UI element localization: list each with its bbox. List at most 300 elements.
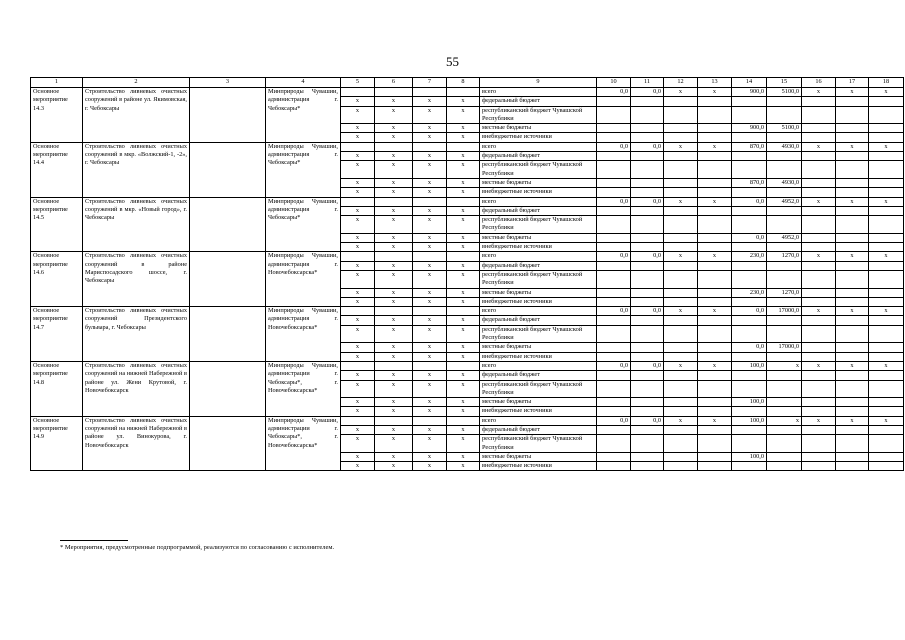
value-cell xyxy=(698,216,732,234)
value-cell xyxy=(767,316,802,325)
value-cell xyxy=(802,124,836,133)
code-cell: х xyxy=(375,407,413,416)
value-cell xyxy=(836,206,869,215)
code-cell: х xyxy=(341,380,375,398)
value-cell xyxy=(664,243,698,252)
value-cell xyxy=(836,243,869,252)
value-cell xyxy=(767,133,802,142)
column-number: 15 xyxy=(767,78,802,88)
value-cell xyxy=(698,161,732,179)
value-cell xyxy=(836,133,869,142)
code-cell xyxy=(375,307,413,316)
code-cell: х xyxy=(413,425,447,434)
value-cell xyxy=(767,188,802,197)
table-row xyxy=(31,361,904,370)
code-cell: х xyxy=(447,398,480,407)
value-cell xyxy=(597,161,631,179)
value-cell xyxy=(597,425,631,434)
value-cell xyxy=(664,462,698,471)
code-cell: х xyxy=(447,288,480,297)
code-cell xyxy=(413,361,447,370)
code-cell: х xyxy=(413,270,447,288)
value-cell xyxy=(869,133,904,142)
code-cell xyxy=(447,142,480,151)
value-cell xyxy=(597,216,631,234)
code-cell: х xyxy=(341,243,375,252)
column-number: 3 xyxy=(190,78,266,88)
funding-source: федеральный бюджет xyxy=(480,261,597,270)
code-cell: х xyxy=(375,316,413,325)
value-cell: х xyxy=(802,142,836,151)
value-cell: х xyxy=(802,88,836,97)
code-cell xyxy=(447,307,480,316)
value-cell: 5100,0 xyxy=(767,88,802,97)
code-cell: х xyxy=(375,270,413,288)
value-cell: х xyxy=(767,416,802,425)
value-cell xyxy=(698,316,732,325)
code-cell: х xyxy=(413,243,447,252)
value-cell xyxy=(631,297,664,306)
funding-source: федеральный бюджет xyxy=(480,152,597,161)
value-cell xyxy=(631,124,664,133)
column-number: 12 xyxy=(664,78,698,88)
value-cell xyxy=(698,407,732,416)
code-cell xyxy=(413,88,447,97)
value-cell xyxy=(767,371,802,380)
funding-source: всего xyxy=(480,361,597,370)
code-cell: х xyxy=(413,325,447,343)
value-cell xyxy=(664,297,698,306)
column-number: 17 xyxy=(836,78,869,88)
code-cell xyxy=(375,361,413,370)
event-name: Строительство ливневых очистных сооружений на нижней Набережной в районе ул. Винокурова, г. Новочебоксарск xyxy=(83,416,190,471)
funding-source: внебюджетные источники xyxy=(480,462,597,471)
value-cell: х xyxy=(664,307,698,316)
value-cell xyxy=(664,398,698,407)
value-cell xyxy=(802,352,836,361)
event-name: Строительство ливневых очистных сооружений в районе Мариспосадского шоссе, г. Чебоксары xyxy=(83,252,190,307)
value-cell xyxy=(869,288,904,297)
code-cell: х xyxy=(447,452,480,461)
column-number-row xyxy=(31,78,904,88)
code-cell: х xyxy=(375,124,413,133)
funding-source: внебюджетные источники xyxy=(480,243,597,252)
value-cell xyxy=(836,288,869,297)
value-cell xyxy=(664,352,698,361)
value-cell xyxy=(836,124,869,133)
event-id: Основное мероприятие 14.3 xyxy=(31,88,83,143)
value-cell xyxy=(698,243,732,252)
funding-source: республиканский бюджет Чувашской Республики xyxy=(480,435,597,453)
value-cell: х xyxy=(664,88,698,97)
value-cell xyxy=(836,261,869,270)
value-cell xyxy=(631,352,664,361)
value-cell xyxy=(767,243,802,252)
value-cell xyxy=(597,261,631,270)
code-cell: х xyxy=(341,133,375,142)
value-cell xyxy=(869,106,904,124)
value-cell xyxy=(664,152,698,161)
value-cell xyxy=(767,398,802,407)
funding-source: внебюджетные источники xyxy=(480,133,597,142)
value-cell: 0,0 xyxy=(631,197,664,206)
code-cell: х xyxy=(375,261,413,270)
code-cell: х xyxy=(413,452,447,461)
value-cell xyxy=(869,452,904,461)
value-cell xyxy=(802,106,836,124)
value-cell xyxy=(767,97,802,106)
code-cell xyxy=(375,142,413,151)
value-cell xyxy=(664,452,698,461)
value-cell xyxy=(802,325,836,343)
value-cell xyxy=(732,161,767,179)
value-cell xyxy=(869,270,904,288)
value-cell xyxy=(631,325,664,343)
code-cell: х xyxy=(375,216,413,234)
code-cell: х xyxy=(447,407,480,416)
value-cell xyxy=(836,425,869,434)
value-cell xyxy=(597,452,631,461)
value-cell xyxy=(802,435,836,453)
value-cell: х xyxy=(802,252,836,261)
value-cell xyxy=(698,297,732,306)
funding-source: всего xyxy=(480,252,597,261)
code-cell: х xyxy=(413,206,447,215)
value-cell xyxy=(631,106,664,124)
column-number: 1 xyxy=(31,78,83,88)
value-cell xyxy=(869,216,904,234)
value-cell xyxy=(664,435,698,453)
funding-source: федеральный бюджет xyxy=(480,371,597,380)
value-cell xyxy=(732,243,767,252)
value-cell xyxy=(836,325,869,343)
code-cell xyxy=(413,252,447,261)
value-cell xyxy=(767,407,802,416)
value-cell: 900,0 xyxy=(732,88,767,97)
code-cell: х xyxy=(447,97,480,106)
event-executor: Минприроды Чувашии, администрация г. Чебоксары* xyxy=(266,142,341,197)
value-cell xyxy=(732,380,767,398)
funding-source: федеральный бюджет xyxy=(480,425,597,434)
code-cell xyxy=(341,197,375,206)
code-cell: х xyxy=(375,188,413,197)
value-cell xyxy=(802,462,836,471)
code-cell: х xyxy=(447,435,480,453)
code-cell xyxy=(375,197,413,206)
value-cell xyxy=(631,425,664,434)
funding-source: местные бюджеты xyxy=(480,452,597,461)
event-target-cell xyxy=(190,88,266,143)
value-cell: 0,0 xyxy=(597,252,631,261)
value-cell xyxy=(869,297,904,306)
value-cell xyxy=(869,233,904,242)
value-cell: 0,0 xyxy=(732,307,767,316)
table-row xyxy=(31,88,904,97)
value-cell: х xyxy=(664,142,698,151)
funding-source: всего xyxy=(480,416,597,425)
code-cell: х xyxy=(375,325,413,343)
code-cell: х xyxy=(413,407,447,416)
value-cell xyxy=(631,371,664,380)
event-executor: Минприроды Чувашии, администрация г. Новочебоксарска* xyxy=(266,252,341,307)
value-cell xyxy=(869,398,904,407)
column-number: 4 xyxy=(266,78,341,88)
code-cell: х xyxy=(447,297,480,306)
value-cell: 0,0 xyxy=(597,142,631,151)
funding-source: внебюджетные источники xyxy=(480,188,597,197)
value-cell xyxy=(732,316,767,325)
value-cell xyxy=(836,297,869,306)
value-cell xyxy=(869,243,904,252)
event-executor: Минприроды Чувашии, администрация г. Чебоксары* xyxy=(266,197,341,252)
value-cell xyxy=(664,106,698,124)
value-cell xyxy=(869,352,904,361)
value-cell: х xyxy=(836,252,869,261)
value-cell xyxy=(802,261,836,270)
value-cell xyxy=(767,325,802,343)
value-cell xyxy=(869,124,904,133)
value-cell xyxy=(802,216,836,234)
code-cell: х xyxy=(375,97,413,106)
code-cell: х xyxy=(341,233,375,242)
page-number: 55 xyxy=(446,54,459,69)
code-cell: х xyxy=(375,398,413,407)
value-cell xyxy=(664,124,698,133)
code-cell xyxy=(447,416,480,425)
value-cell xyxy=(836,343,869,352)
value-cell xyxy=(698,435,732,453)
code-cell: х xyxy=(413,124,447,133)
value-cell xyxy=(802,371,836,380)
value-cell xyxy=(836,106,869,124)
event-id: Основное мероприятие 14.5 xyxy=(31,197,83,252)
value-cell xyxy=(698,352,732,361)
value-cell xyxy=(732,425,767,434)
code-cell: х xyxy=(375,233,413,242)
value-cell xyxy=(767,352,802,361)
value-cell xyxy=(732,188,767,197)
value-cell: 0,0 xyxy=(597,416,631,425)
value-cell: х xyxy=(802,307,836,316)
value-cell: х xyxy=(869,307,904,316)
value-cell xyxy=(631,316,664,325)
value-cell xyxy=(767,435,802,453)
code-cell: х xyxy=(341,178,375,187)
value-cell xyxy=(732,325,767,343)
value-cell xyxy=(732,270,767,288)
code-cell: х xyxy=(375,178,413,187)
code-cell: х xyxy=(413,216,447,234)
value-cell: х xyxy=(664,361,698,370)
value-cell xyxy=(732,216,767,234)
value-cell xyxy=(597,243,631,252)
value-cell xyxy=(698,188,732,197)
value-cell: 0,0 xyxy=(597,307,631,316)
event-target-cell xyxy=(190,361,266,416)
value-cell: х xyxy=(698,142,732,151)
code-cell xyxy=(375,88,413,97)
value-cell xyxy=(836,188,869,197)
value-cell xyxy=(664,270,698,288)
code-cell: х xyxy=(341,371,375,380)
value-cell xyxy=(631,216,664,234)
value-cell xyxy=(631,462,664,471)
code-cell: х xyxy=(413,261,447,270)
code-cell: х xyxy=(447,188,480,197)
code-cell: х xyxy=(447,152,480,161)
code-cell: х xyxy=(375,380,413,398)
value-cell xyxy=(597,352,631,361)
value-cell: 230,0 xyxy=(732,288,767,297)
event-executor: Минприроды Чувашии, администрации г. Чебоксары*, г. Новочебоксарска* xyxy=(266,361,341,416)
value-cell xyxy=(698,270,732,288)
value-cell xyxy=(631,380,664,398)
value-cell: х xyxy=(869,142,904,151)
value-cell xyxy=(597,316,631,325)
value-cell: х xyxy=(698,252,732,261)
value-cell xyxy=(836,161,869,179)
funding-source: местные бюджеты xyxy=(480,233,597,242)
column-number: 8 xyxy=(447,78,480,88)
code-cell: х xyxy=(447,462,480,471)
value-cell xyxy=(597,270,631,288)
value-cell xyxy=(869,325,904,343)
code-cell: х xyxy=(413,297,447,306)
funding-source: всего xyxy=(480,197,597,206)
code-cell: х xyxy=(341,325,375,343)
code-cell xyxy=(341,252,375,261)
value-cell xyxy=(698,452,732,461)
funding-source: всего xyxy=(480,307,597,316)
value-cell xyxy=(869,407,904,416)
code-cell: х xyxy=(341,452,375,461)
value-cell xyxy=(836,316,869,325)
event-target-cell xyxy=(190,252,266,307)
code-cell: х xyxy=(413,188,447,197)
table-row xyxy=(31,416,904,425)
code-cell: х xyxy=(341,97,375,106)
value-cell xyxy=(869,206,904,215)
value-cell xyxy=(836,352,869,361)
event-target-cell xyxy=(190,416,266,471)
value-cell: 0,0 xyxy=(631,88,664,97)
value-cell xyxy=(597,343,631,352)
code-cell: х xyxy=(447,178,480,187)
table-row xyxy=(31,307,904,316)
code-cell xyxy=(341,307,375,316)
value-cell xyxy=(869,435,904,453)
column-number: 9 xyxy=(480,78,597,88)
value-cell: 4930,0 xyxy=(767,142,802,151)
value-cell: 100,0 xyxy=(732,361,767,370)
code-cell: х xyxy=(341,425,375,434)
value-cell: х xyxy=(802,361,836,370)
code-cell xyxy=(413,197,447,206)
value-cell xyxy=(597,124,631,133)
value-cell xyxy=(869,161,904,179)
value-cell: 0,0 xyxy=(631,142,664,151)
value-cell xyxy=(802,178,836,187)
value-cell xyxy=(869,380,904,398)
value-cell xyxy=(698,325,732,343)
value-cell: х xyxy=(869,197,904,206)
value-cell xyxy=(732,352,767,361)
event-id: Основное мероприятие 14.6 xyxy=(31,252,83,307)
code-cell: х xyxy=(447,106,480,124)
value-cell xyxy=(597,371,631,380)
code-cell: х xyxy=(447,380,480,398)
value-cell xyxy=(767,270,802,288)
value-cell xyxy=(698,124,732,133)
code-cell: х xyxy=(447,261,480,270)
code-cell: х xyxy=(413,380,447,398)
value-cell xyxy=(732,462,767,471)
value-cell xyxy=(631,133,664,142)
code-cell: х xyxy=(375,243,413,252)
column-number: 13 xyxy=(698,78,732,88)
event-executor: Минприроды Чувашии, администрация г. Новочебоксарска* xyxy=(266,307,341,362)
value-cell xyxy=(836,216,869,234)
code-cell: х xyxy=(413,233,447,242)
value-cell xyxy=(597,152,631,161)
code-cell: х xyxy=(341,188,375,197)
value-cell: х xyxy=(869,361,904,370)
value-cell: 900,0 xyxy=(732,124,767,133)
code-cell xyxy=(447,361,480,370)
value-cell xyxy=(869,343,904,352)
funding-source: внебюджетные источники xyxy=(480,297,597,306)
column-number: 18 xyxy=(869,78,904,88)
value-cell xyxy=(732,97,767,106)
code-cell: х xyxy=(413,435,447,453)
code-cell: х xyxy=(375,206,413,215)
value-cell xyxy=(597,178,631,187)
code-cell: х xyxy=(375,343,413,352)
table-row xyxy=(31,197,904,206)
value-cell: 0,0 xyxy=(597,361,631,370)
value-cell xyxy=(698,288,732,297)
code-cell xyxy=(375,252,413,261)
value-cell: 230,0 xyxy=(732,252,767,261)
value-cell xyxy=(631,152,664,161)
code-cell: х xyxy=(375,297,413,306)
code-cell xyxy=(413,142,447,151)
value-cell: 870,0 xyxy=(732,142,767,151)
value-cell xyxy=(597,106,631,124)
code-cell: х xyxy=(447,243,480,252)
event-name: Строительство ливневых очистных сооружений в мкр. «Волжский-1, -2», г. Чебоксары xyxy=(83,142,190,197)
value-cell xyxy=(597,133,631,142)
program-table xyxy=(30,77,904,471)
code-cell: х xyxy=(413,288,447,297)
value-cell xyxy=(732,435,767,453)
code-cell: х xyxy=(341,161,375,179)
value-cell xyxy=(597,435,631,453)
value-cell xyxy=(631,398,664,407)
funding-source: всего xyxy=(480,88,597,97)
value-cell xyxy=(802,425,836,434)
code-cell: х xyxy=(341,261,375,270)
value-cell: х xyxy=(664,416,698,425)
code-cell xyxy=(447,252,480,261)
value-cell xyxy=(664,261,698,270)
value-cell xyxy=(664,216,698,234)
column-number: 6 xyxy=(375,78,413,88)
footnote-separator xyxy=(60,540,128,541)
event-id: Основное мероприятие 14.9 xyxy=(31,416,83,471)
value-cell xyxy=(869,371,904,380)
value-cell: 17000,0 xyxy=(767,307,802,316)
